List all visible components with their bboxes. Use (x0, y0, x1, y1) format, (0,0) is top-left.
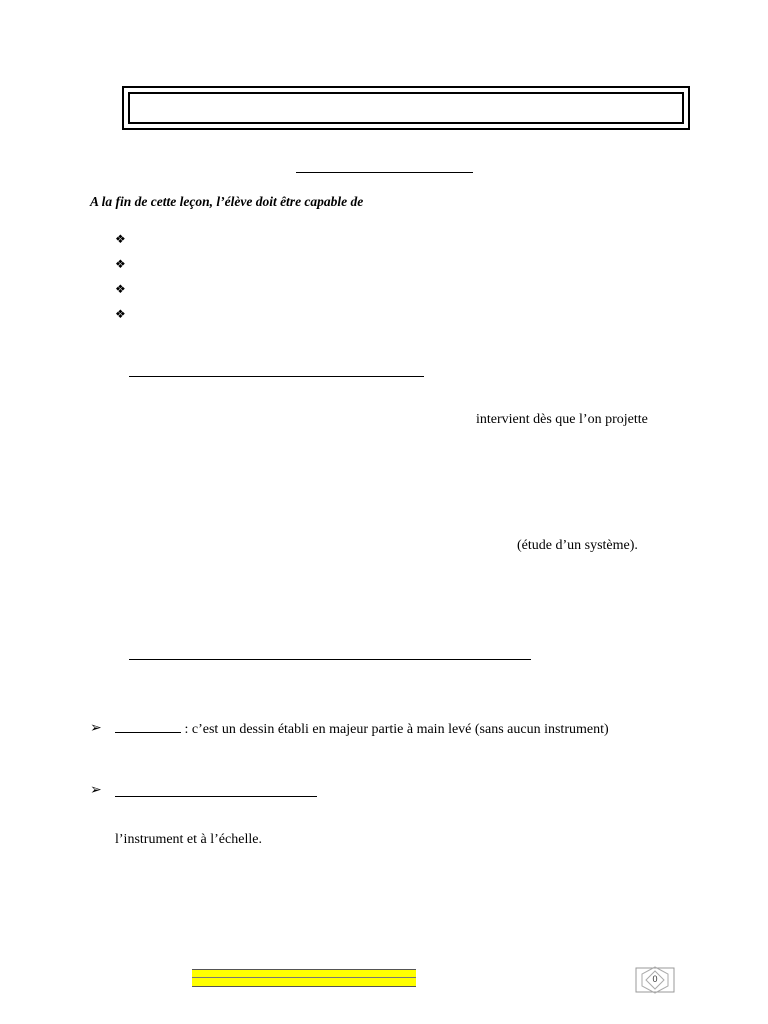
paragraph-parenthetical: (étude d’un système). (517, 538, 638, 553)
page-number-badge (634, 966, 676, 994)
objective-bullet-icon: ❖ (115, 232, 126, 246)
objective-bullet-icon: ❖ (115, 307, 126, 321)
page-number: 0 (652, 974, 658, 984)
title-frame-inner (128, 92, 684, 124)
definition-item-2-blank (115, 796, 317, 797)
subtitle-underline (296, 172, 473, 173)
blank-term (115, 720, 181, 733)
paragraph-fragment: intervient dès que l’on projette (476, 412, 648, 427)
arrow-bullet-icon: ➢ (90, 721, 102, 736)
section-heading-underline (129, 376, 424, 377)
definition-item-1-text: : c’est un dessin établi en majeur partie à main levé (sans aucun instrument) (184, 722, 609, 737)
arrow-bullet-icon: ➢ (90, 783, 102, 798)
title-frame (122, 86, 690, 130)
footer-band-line (192, 977, 416, 978)
section-heading-underline-2 (129, 659, 531, 660)
objectives-heading: A la fin de cette leçon, l’élève doit être capable de (90, 194, 364, 209)
objective-bullet-icon: ❖ (115, 282, 126, 296)
definition-item-2-continuation: l’instrument et à l’échelle. (115, 832, 262, 847)
objective-bullet-icon: ❖ (115, 257, 126, 271)
footer-highlight-band (192, 969, 416, 987)
definition-item-1 (115, 720, 609, 738)
